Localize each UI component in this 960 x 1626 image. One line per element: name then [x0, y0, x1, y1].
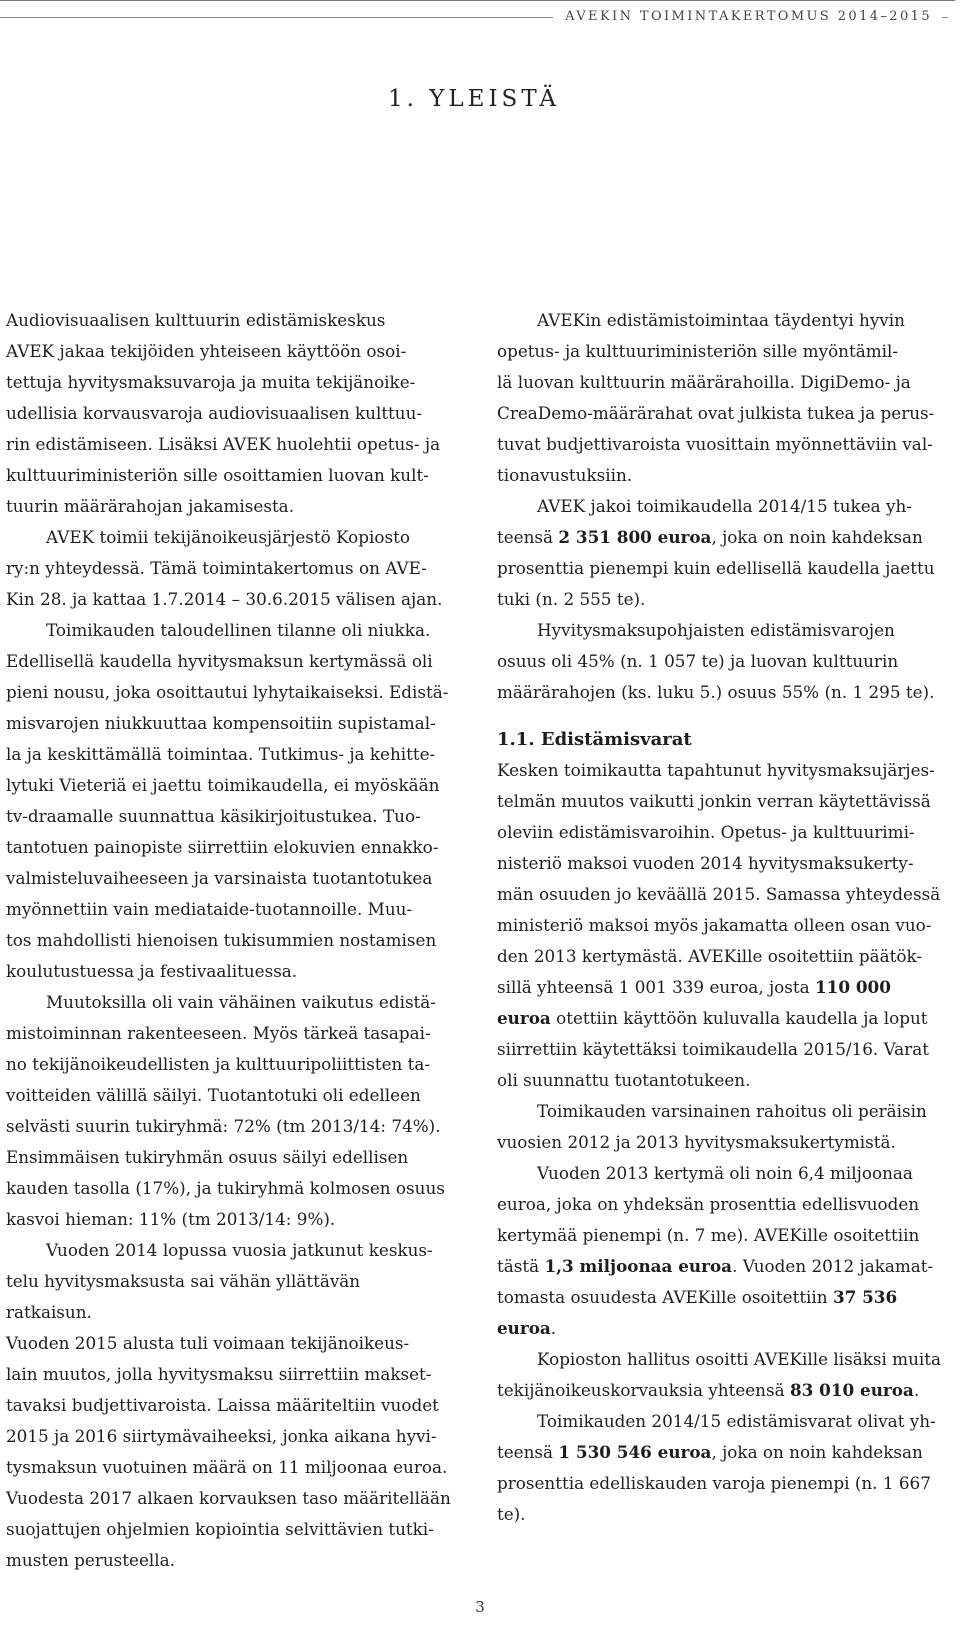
text-run: . — [913, 1380, 920, 1400]
chapter-title: 1. YLEISTÄ — [387, 86, 561, 112]
text-run: . — [550, 1318, 557, 1338]
paragraph: Vuoden 2014 lopussa vuosia jatkunut keskus- telu hyvitysmaksusta sai vähän yllättävän ratkaisun. Vuoden 2015 alusta tuli voimaan tekijänoikeus- lain muutos, jolla hyvitysmaksu siirrettiin makset- tavaksi budjettivaroista. Laissa määriteltiin vuodet 2015 ja 2016 siirtymävaiheeksi, jonka aikana hyvi- tysmaksun vuotuinen määrä on 11 miljoonaa euroa. Vuodesta 2017 alkaen korvauksen taso määritellään suojattujen ohjelmien kopiointia selvittävien tutki- musten perusteella. — [6, 1240, 451, 1570]
section-title: 1.1. Edistämisvarat — [497, 729, 692, 750]
paragraph: Hyvitysmaksupohjaisten edistämisvarojen osuus oli 45% (n. 1 057 te) ja luovan kulttuurin määrärahojen (ks. luku 5.) osuus 55% (n. 1 295 te). — [497, 620, 935, 702]
header-rule-right — [942, 17, 948, 18]
text-run: otettiin käyttöön kuluvalla kaudella ja loput siirrettiin käytettäksi toimikaudella 2015/16. Varat oli suunnattu tuotantotukeen. — [497, 1008, 929, 1090]
paragraph — [497, 1406, 949, 1530]
running-title: AVEKIN TOIMINTAKERTOMUS 2014–2015 — [565, 9, 932, 24]
paragraph — [497, 491, 949, 615]
header-rule-left — [0, 17, 553, 18]
paragraph — [497, 755, 949, 1096]
paragraph — [497, 1344, 949, 1406]
highlighted-amount: 1 530 546 euroa — [558, 1442, 712, 1462]
left-column — [6, 305, 451, 1576]
paragraph: Toimikauden taloudellinen tilanne oli niukka. Edellisellä kaudella hyvitysmaksun kertymässä oli pieni nousu, joka osoittautui lyhytaikaiseksi. Edistä- misvarojen niukkuuttaa kompensoitiin supistamal- la ja keskittämällä toimintaa. Tutkimus- ja kehitte- lytuki Vieteriä ei jaettu toimikaudella, ei myöskään tv-draamalle suunnattua käsikirjoitustukea. Tuo- tantotuen painopiste siirrettiin elokuvien ennakko- valmisteluvaiheeseen ja varsinaista tuotantotukea myönnettiin vain mediataide-tuotannoille. Muu- tos mahdollisti hienoisen tukisummien nostamisen koulutustuessa ja festivaalituessa. — [6, 620, 449, 981]
paragraph: Toimikauden varsinainen rahoitus oli peräisin vuosien 2012 ja 2013 hyvitysmaksukertymistä. — [497, 1101, 927, 1152]
top-border — [0, 0, 955, 1]
text-run: Kesken toimikautta tapahtunut hyvitysmaksujärjes- telmän muutos vaikutti jonkin verran käytettävissä oleviin edistämisvaroihin. Opetus- ja kulttuurimi- nisteriö maksoi vuoden 2014 hyvitysmaksukerty- män osuuden jo keväällä 2015. Samassa yhteydessä ministeriö maksoi myös jakamatta olleen osan vuo- den 2013 kertymästä. AVEKille osoitettiin päätök- sillä yhteensä 1 001 339 euroa, josta — [497, 760, 941, 997]
paragraph: Muutoksilla oli vain vähäinen vaikutus edistä- mistoiminnan rakenteeseen. Myös tärkeä tasapai- no tekijänoikeudellisten ja kulttuuripoliittisten ta- voitteiden välillä säilyi. Tuotantotuki oli edelleen selvästi suurin tukiryhmä: 72% (tm 2013/14: 74%). Ensimmäisen tukiryhmän osuus säilyi edellisen kauden tasolla (17%), ja tukiryhmä kolmosen osuus kasvoi hieman: 11% (tm 2013/14: 9%). — [6, 992, 445, 1229]
highlighted-amount: 83 010 euroa — [789, 1380, 914, 1400]
highlighted-amount: 2 351 800 euroa — [558, 527, 712, 547]
text-run: Kopioston hallitus osoitti AVEKille lisäksi muita tekijänoikeuskorvauksia yhteensä — [497, 1349, 942, 1400]
highlighted-amount: 37 536 euroa — [497, 1287, 898, 1338]
text-run: Vuoden 2013 kertymä oli noin 6,4 miljoonaa euroa, joka on yhdeksän prosenttia edellisvuoden kertymää pienempi (n. 7 me). AVEKille osoitettiin tästä — [497, 1163, 920, 1276]
text-run: . Vuoden 2012 jakamat- tomasta osuudesta AVEKille osoitettiin — [497, 1256, 934, 1307]
text-run: , joka on noin kahdeksan prosenttia edelliskauden varoja pienempi (n. 1 667 te). — [497, 1442, 931, 1524]
highlighted-amount: 110 000 euroa — [497, 977, 891, 1028]
page-number: 3 — [475, 1598, 485, 1616]
highlighted-amount: 1,3 miljoonaa euroa — [544, 1256, 733, 1276]
paragraph: Audiovisuaalisen kulttuurin edistämiskeskus AVEK jakaa tekijöiden yhteiseen käyttöön osoi- tettuja hyvitysmaksuvaroja ja muita tekijänoike- udellisia korvausvaroja audiovisuaalisen kulttuu- rin edistämiseen. Lisäksi AVEK huolehtii opetus- ja kulttuuriministeriön sille osoittamien luovan kult- tuurin määrärahojan jakamisesta. — [6, 310, 441, 516]
paragraph — [497, 1158, 949, 1344]
running-header — [0, 6, 948, 28]
text-run: , joka on noin kahdeksan prosenttia pienempi kuin edellisellä kaudella jaettu tuki (n. 2 555 te). — [497, 527, 935, 609]
right-column — [497, 305, 949, 1530]
paragraph: AVEKin edistämistoimintaa täydentyi hyvin opetus- ja kulttuuriministeriön sille myöntämil- lä luovan kulttuurin määrärahoilla. DigiDemo- ja CreaDemo-määrärahat ovat julkista tukea ja perus- tuvat budjettivaroista vuosittain myönnettäviin val- tionavustuksiin. — [497, 310, 935, 485]
paragraph: AVEK toimii tekijänoikeusjärjestö Kopiosto ry:n yhteydessä. Tämä toimintakertomus on AVE- Kin 28. ja kattaa 1.7.2014 – 30.6.2015 välisen ajan. — [6, 527, 443, 609]
text-run: AVEK jakoi toimikaudella 2014/15 tukea yh- teensä — [497, 496, 912, 547]
text-run: Toimikauden 2014/15 edistämisvarat olivat yh- teensä — [497, 1411, 936, 1462]
